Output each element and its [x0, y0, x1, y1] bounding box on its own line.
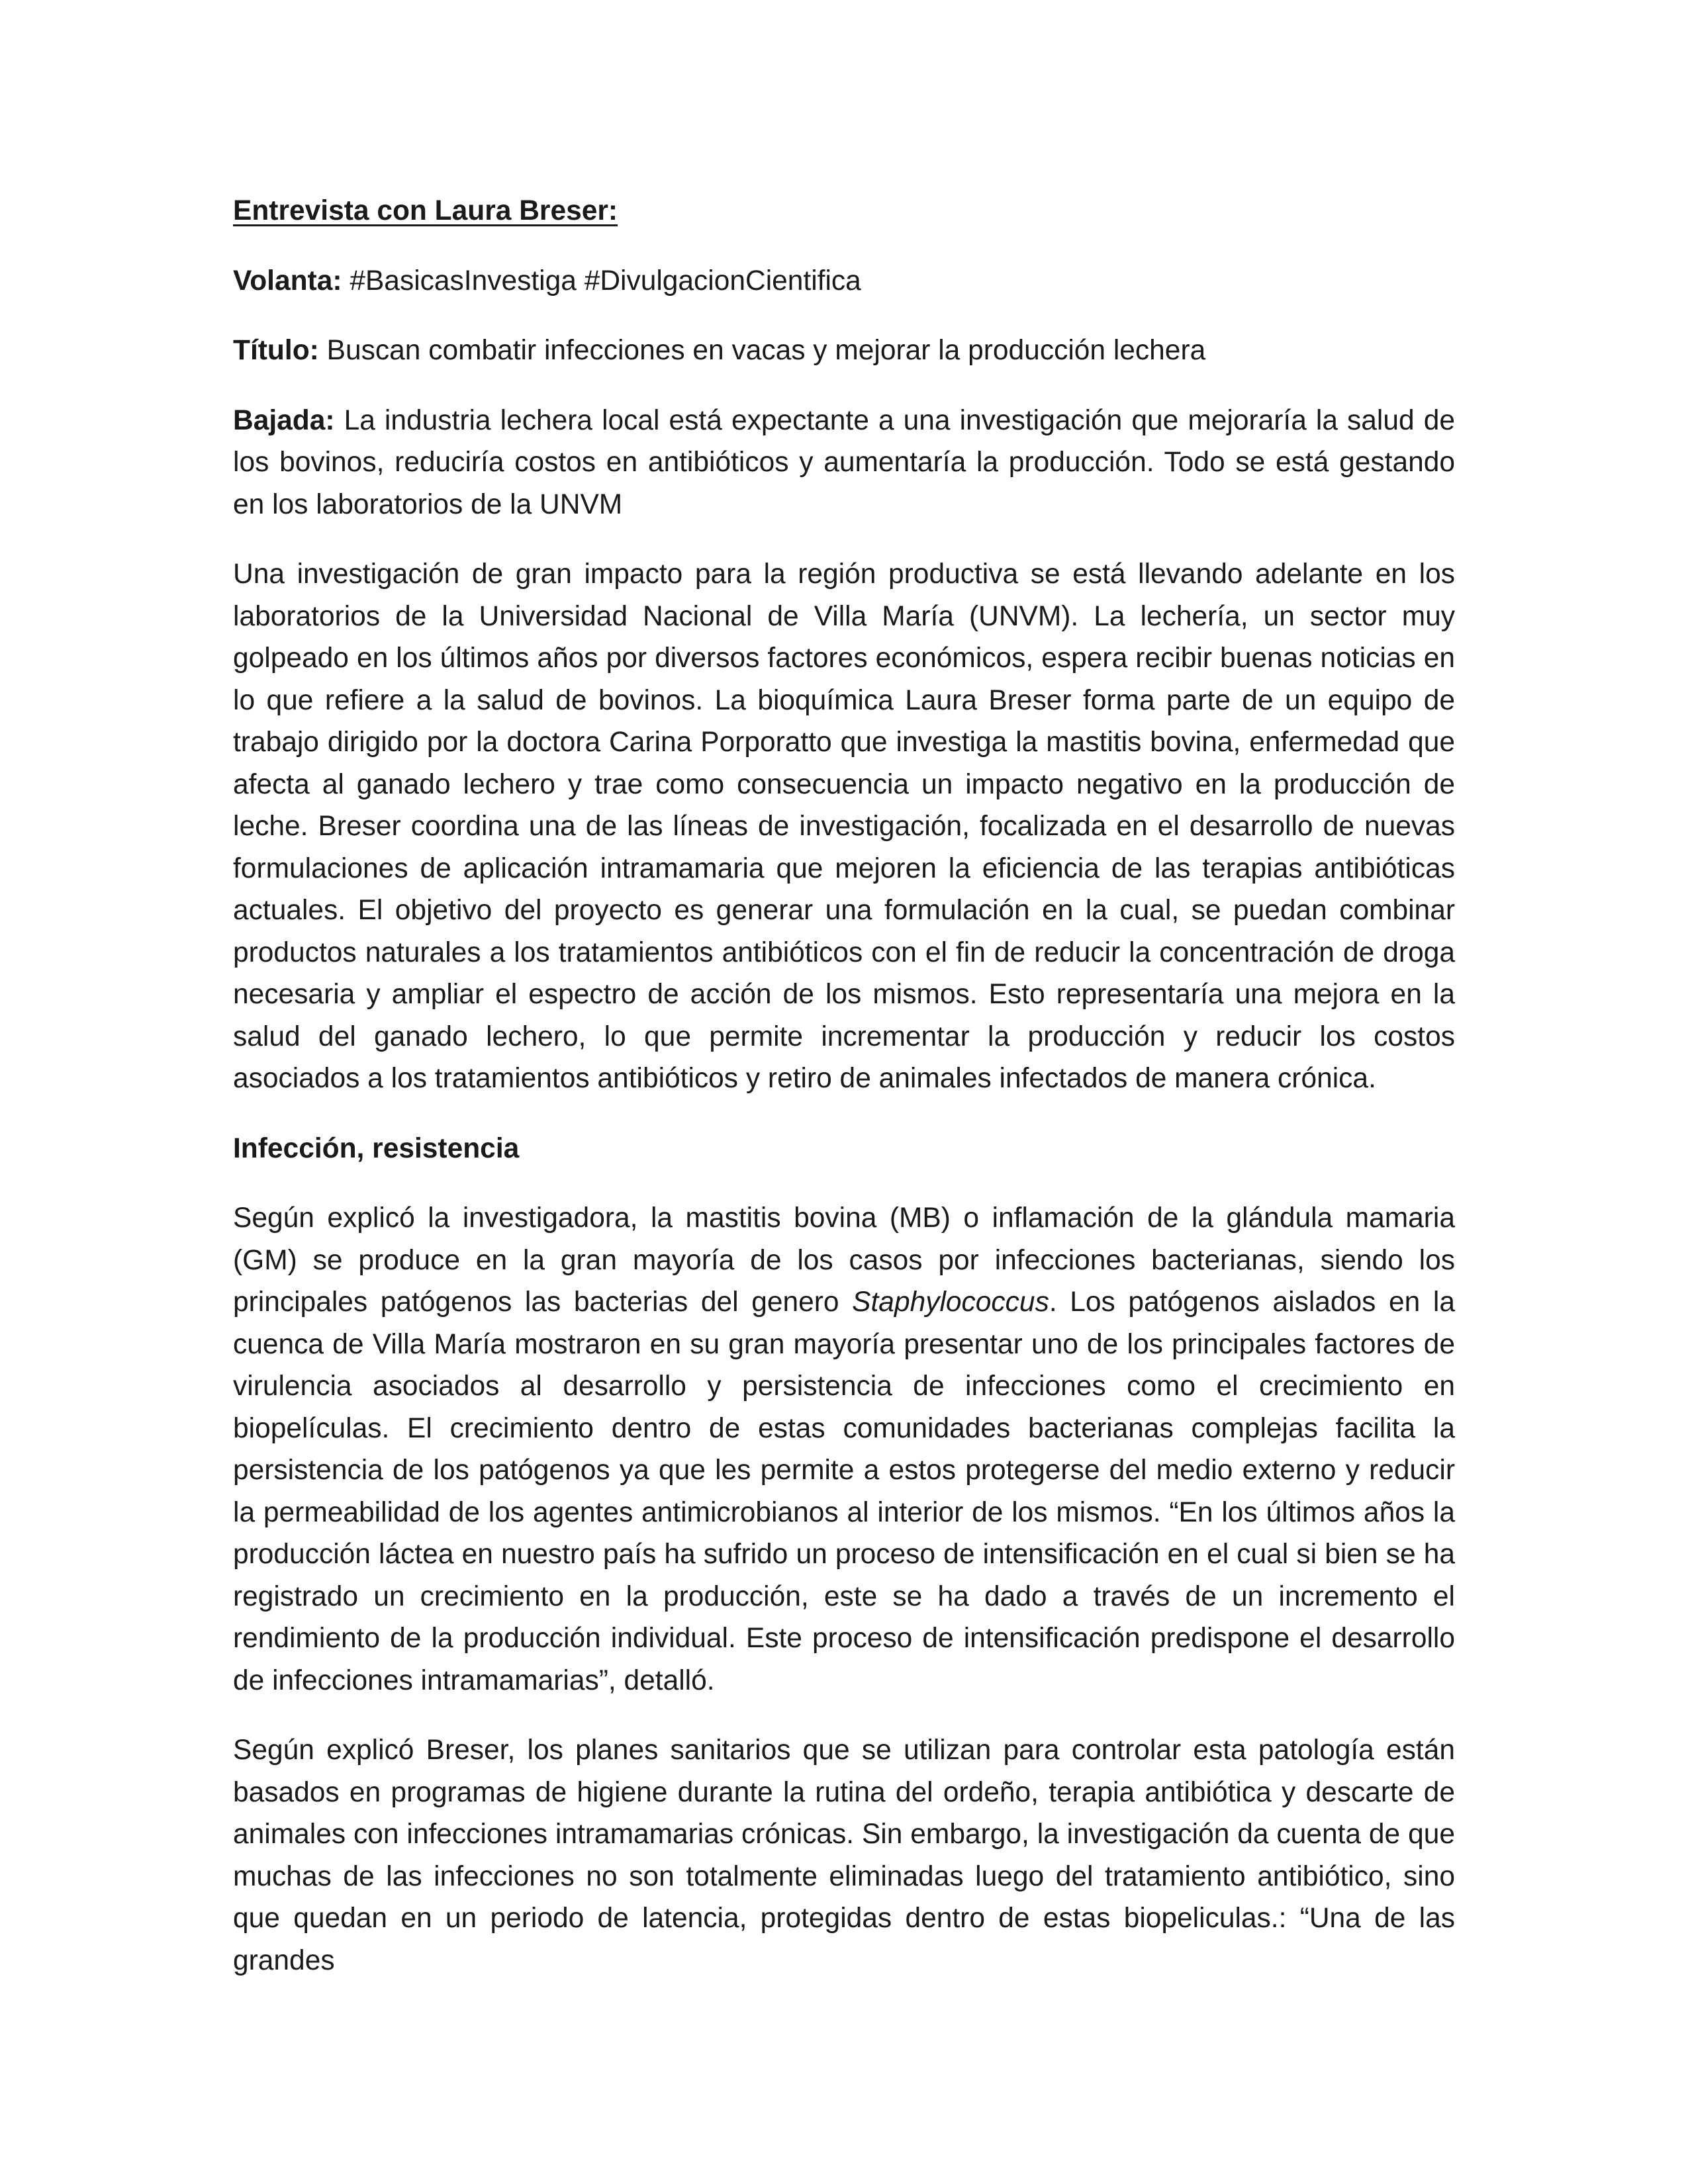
- titulo-label: Título:: [233, 335, 319, 366]
- body-paragraph-1: Una investigación de gran impacto para la región productiva se está llevando adelante en los laboratorios de la Universidad Nacional de Villa María (UNVM). La lechería, un sector muy golpeado en los últimos años por diversos factores económicos, espera recibir buenas noticias en lo que refiere a la salud de bovinos. La bioquímica Laura Breser forma parte de un equipo de trabajo dirigido por la doctora Carina Porporatto que investiga la mastitis bovina, enfermedad que afecta al ganado lechero y trae como consecuencia un impacto negativo en la producción de leche. Breser coordina una de las líneas de investigación, focalizada en el desarrollo de nuevas formulaciones de aplicación intramamaria que mejoren la eficiencia de las terapias antibióticas actuales. El objetivo del proyecto es generar una formulación en la cual, se puedan combinar productos naturales a los tratamientos antibióticos con el fin de reducir la concentración de droga necesaria y ampliar el espectro de acción de los mismos. Esto representaría una mejora en la salud del ganado lechero, lo que permite incrementar la producción y reducir los costos asociados a los tratamientos antibióticos y retiro de animales infectados de manera crónica.: [233, 559, 1455, 1094]
- volanta-label: Volanta:: [233, 265, 342, 296]
- paragraph-2-italic-genus: Staphylococcus: [852, 1287, 1049, 1318]
- body-paragraph-2: [233, 1197, 1455, 1702]
- titulo-line: [233, 330, 1455, 372]
- volanta-text: #BasicasInvestiga #DivulgacionCientifica: [350, 265, 861, 296]
- section-heading: Infección, resistencia: [233, 1132, 520, 1164]
- bajada-paragraph: [233, 400, 1455, 526]
- document-heading: Entrevista con Laura Breser:: [233, 195, 618, 226]
- bajada-label: Bajada:: [233, 404, 335, 436]
- titulo-text: Buscan combatir infecciones en vacas y mejorar la producción lechera: [326, 335, 1206, 366]
- bajada-text: La industria lechera local está expectante a una investigación que mejoraría la salud de los bovinos, reduciría costos en antibióticos y aumentaría la producción. Todo se está gestando en los laboratorios de la UNVM: [233, 404, 1455, 520]
- body-paragraph-3: Según explicó Breser, los planes sanitarios que se utilizan para controlar esta patología están basados en programas de higiene durante la rutina del ordeño, terapia antibiótica y descarte de animales con infecciones intramamarias crónicas. Sin embargo, la investigación da cuenta de que muchas de las infecciones no son totalmente eliminadas luego del tratamiento antibiótico, sino que quedan en un periodo de latencia, protegidas dentro de estas biopeliculas.: “Una de las grandes: [233, 1735, 1455, 1976]
- paragraph-2-part-2: . Los patógenos aislados en la cuenca de Villa María mostraron en su gran mayoría presentar uno de los principales factores de virulencia asociados al desarrollo y persistencia de infecciones como el crecimiento en biopelículas. El crecimiento dentro de estas comunidades bacterianas complejas facilita la persistencia de los patógenos ya que les permite a estos protegerse del medio externo y reducir la permeabilidad de los agentes antimicrobianos al interior de los mismos. “En los últimos años la producción láctea en nuestro país ha sufrido un proceso de intensificación en el cual si bien se ha registrado un crecimiento en la producción, este se ha dado a través de un incremento el rendimiento de la producción individual. Este proceso de intensificación predispone el desarrollo de infecciones intramamarias”, detalló.: [233, 1287, 1455, 1696]
- volanta-line: [233, 260, 1455, 302]
- document-page: [233, 190, 1455, 2009]
- paragraph-2-part-1: Según explicó la investigadora, la mastitis bovina (MB) o inflamación de la glándula mamaria (GM) se produce en la gran mayoría de los casos por infecciones bacterianas, siendo los principales patógenos las bacterias del genero: [233, 1203, 1455, 1318]
